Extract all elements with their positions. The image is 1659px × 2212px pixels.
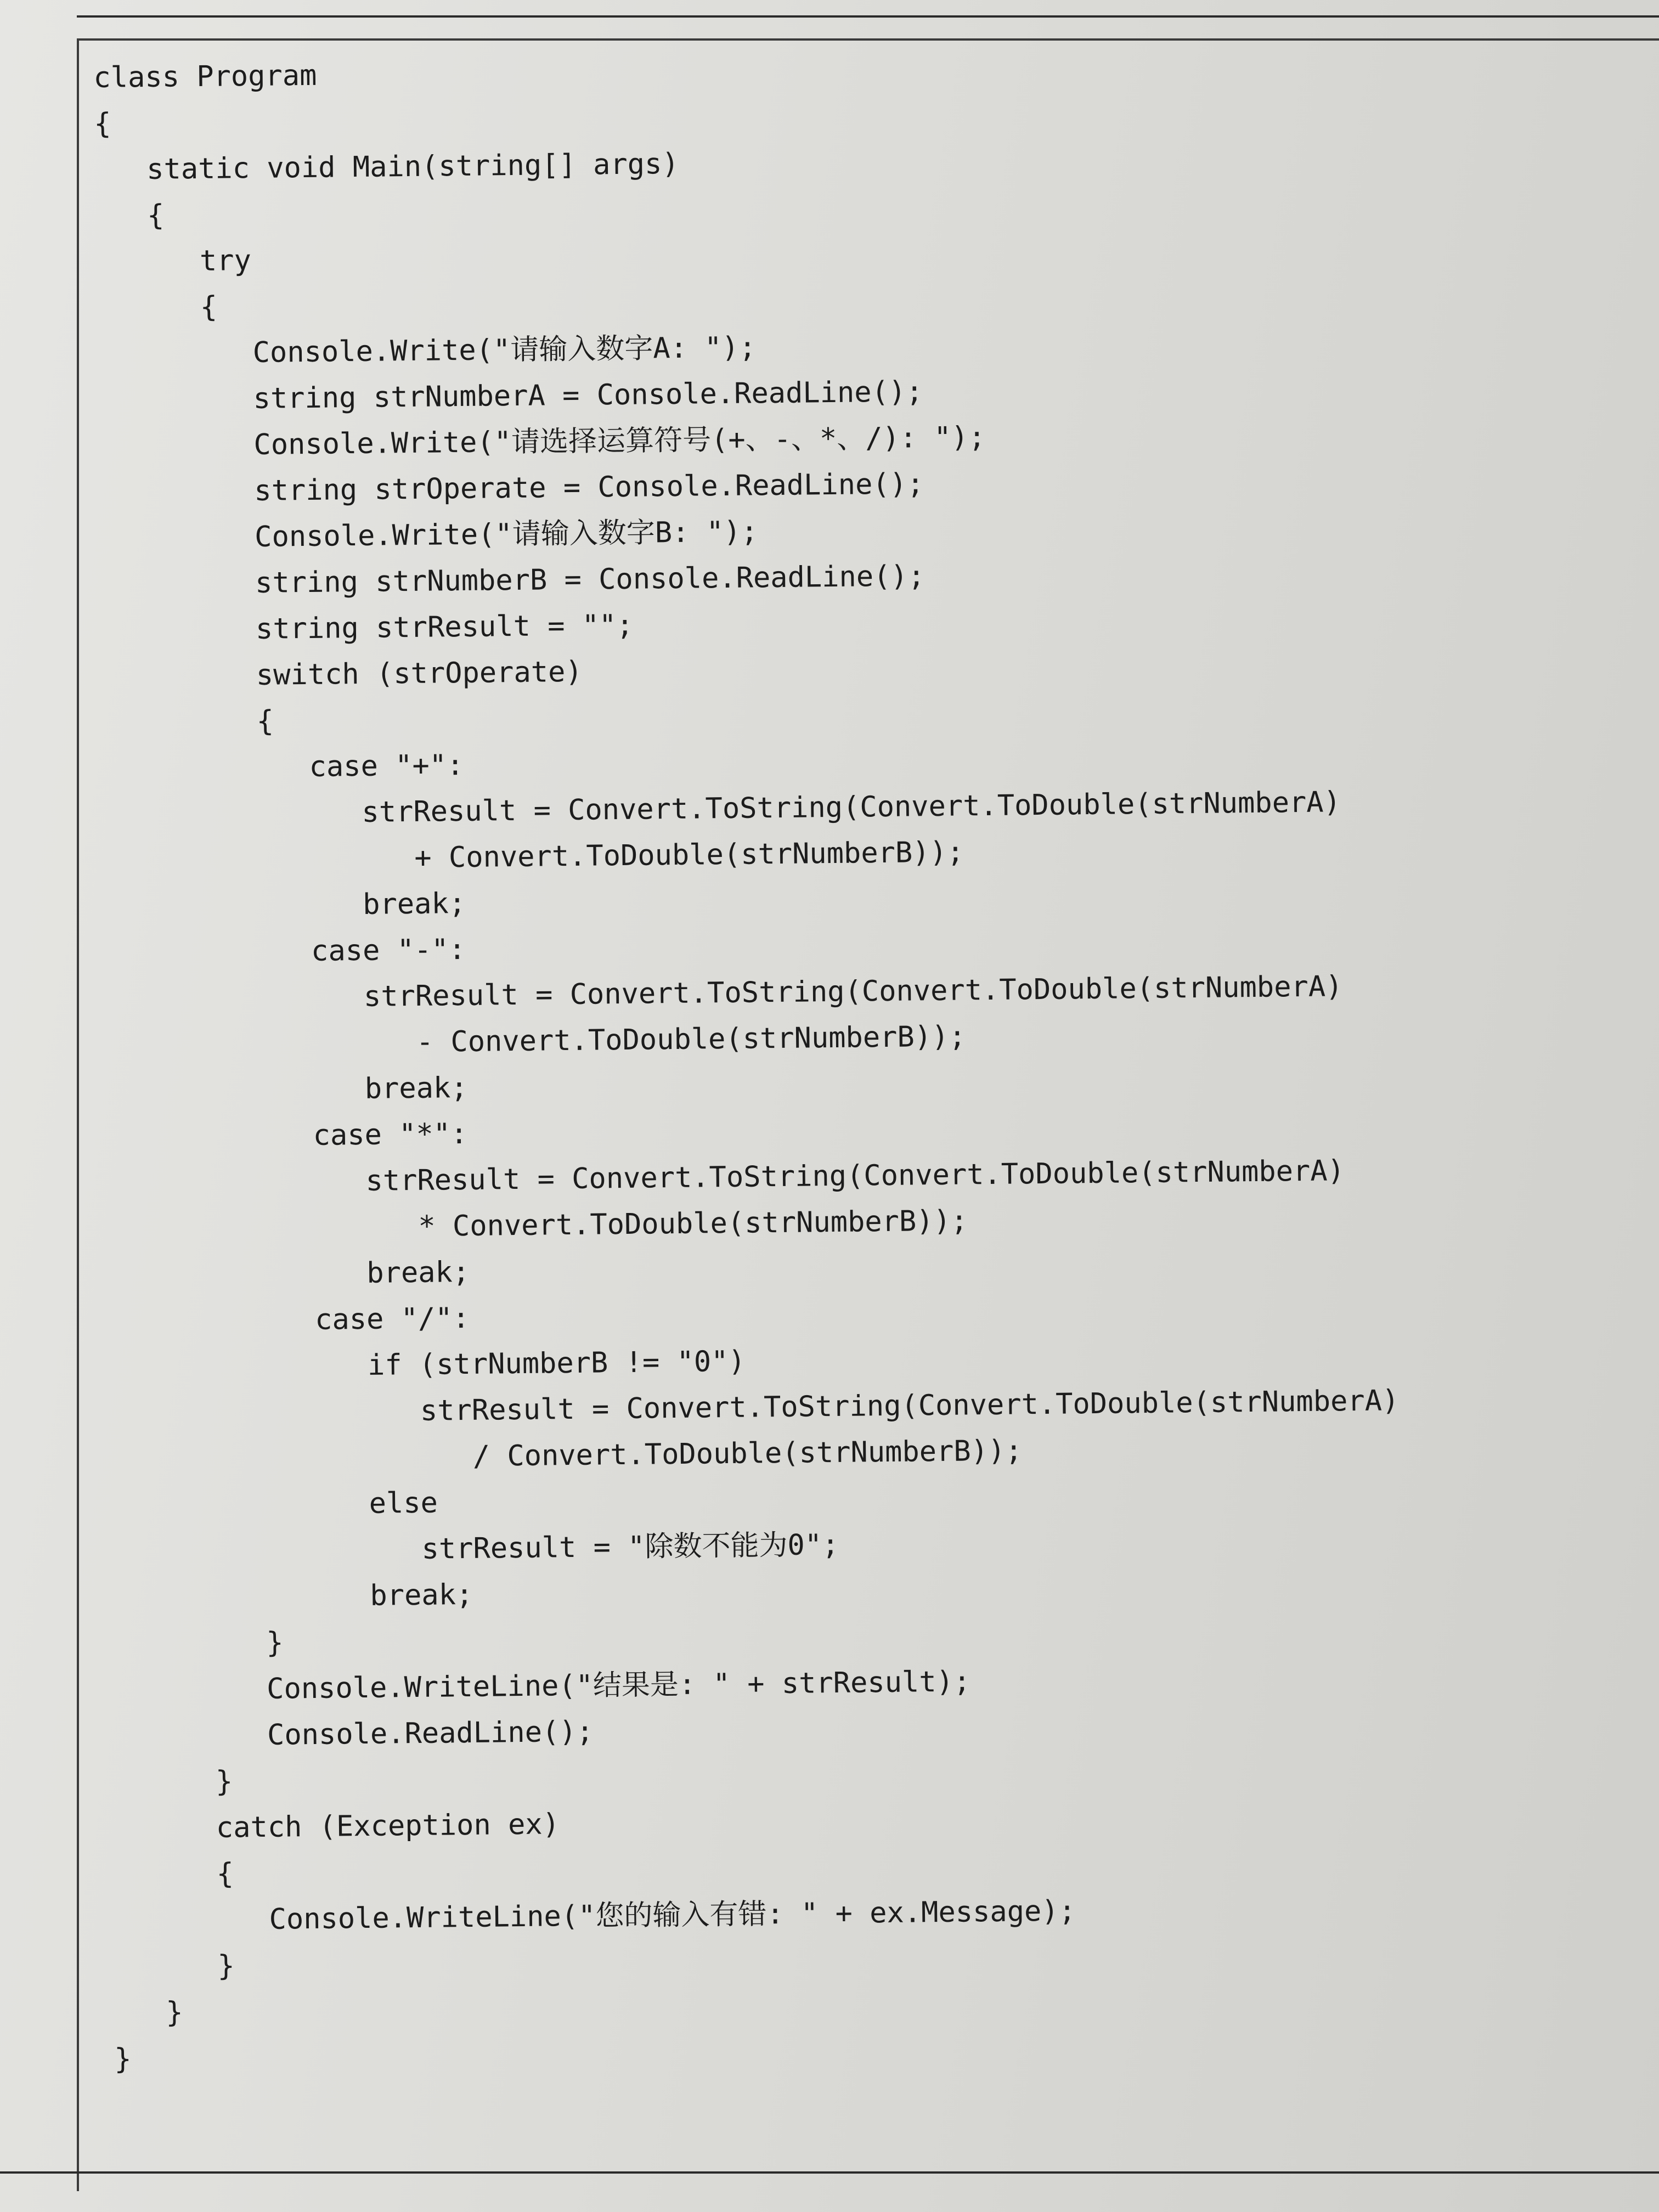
code-line: Console.ReadLine();: [267, 1715, 594, 1752]
code-line: break;: [362, 887, 466, 921]
code-line: if (strNumberB != "0"): [367, 1345, 746, 1382]
code-line: case "+":: [309, 749, 464, 783]
code-line: string strNumberB = Console.ReadLine();: [255, 560, 926, 600]
code-line: break;: [366, 1255, 470, 1290]
code-line: {: [256, 704, 274, 738]
code-line: catch (Exception ex): [216, 1808, 560, 1844]
bottom-rule: [0, 2171, 1659, 2174]
code-line: * Convert.ToDouble(strNumberB));: [418, 1204, 968, 1243]
code-line: / Convert.ToDouble(strNumberB));: [472, 1434, 1023, 1473]
top-rule: [77, 15, 1659, 18]
code-line: }: [217, 1949, 235, 1983]
code-line: strResult = Convert.ToString(Convert.ToDouble(strNumberA): [363, 970, 1343, 1013]
code-line: else: [369, 1486, 438, 1520]
code-line: }: [166, 1996, 184, 2029]
code-line: {: [94, 107, 111, 140]
code-line: Console.WriteLine("您的输入有错: " + ex.Message);: [269, 1894, 1076, 1936]
code-line: case "/":: [314, 1301, 470, 1336]
code-line: string strResult = "";: [255, 608, 634, 646]
code-line: string strOperate = Console.ReadLine();: [254, 467, 924, 507]
code-listing: [93, 41, 1406, 2082]
code-line: Console.Write("请输入数字A: ");: [252, 331, 757, 369]
code-line: }: [215, 1765, 233, 1798]
code-line: strResult = Convert.ToString(Convert.ToDouble(strNumberA): [362, 786, 1341, 829]
code-line: {: [146, 199, 165, 232]
code-line: class Program: [93, 59, 317, 94]
code-line: strResult = Convert.ToString(Convert.ToDouble(strNumberA): [420, 1384, 1400, 1427]
code-line: strResult = "除数不能为0";: [421, 1528, 839, 1566]
code-line: + Convert.ToDouble(strNumberB));: [414, 836, 964, 874]
code-line: Console.Write("请选择运算符号(+、-、*、/): ");: [253, 421, 986, 461]
code-line: Console.WriteLine("结果是: " + strResult);: [266, 1665, 971, 1706]
code-line: break;: [364, 1071, 468, 1105]
code-line: case "-":: [311, 933, 466, 968]
code-line: }: [114, 2042, 132, 2076]
code-line: break;: [370, 1578, 473, 1612]
code-line: {: [200, 290, 218, 324]
code-line: - Convert.ToDouble(strNumberB));: [416, 1020, 966, 1059]
code-line: try: [199, 244, 252, 278]
code-line: static void Main(string[] args): [146, 147, 679, 186]
code-line: string strNumberA = Console.ReadLine();: [253, 375, 923, 415]
code-line: }: [266, 1626, 284, 1660]
code-line: strResult = Convert.ToString(Convert.ToDouble(strNumberA): [365, 1154, 1345, 1198]
code-line: case "*":: [313, 1117, 468, 1152]
code-line: Console.Write("请输入数字B: ");: [254, 515, 758, 554]
code-line: {: [216, 1857, 234, 1891]
code-line: switch (strOperate): [256, 655, 583, 692]
